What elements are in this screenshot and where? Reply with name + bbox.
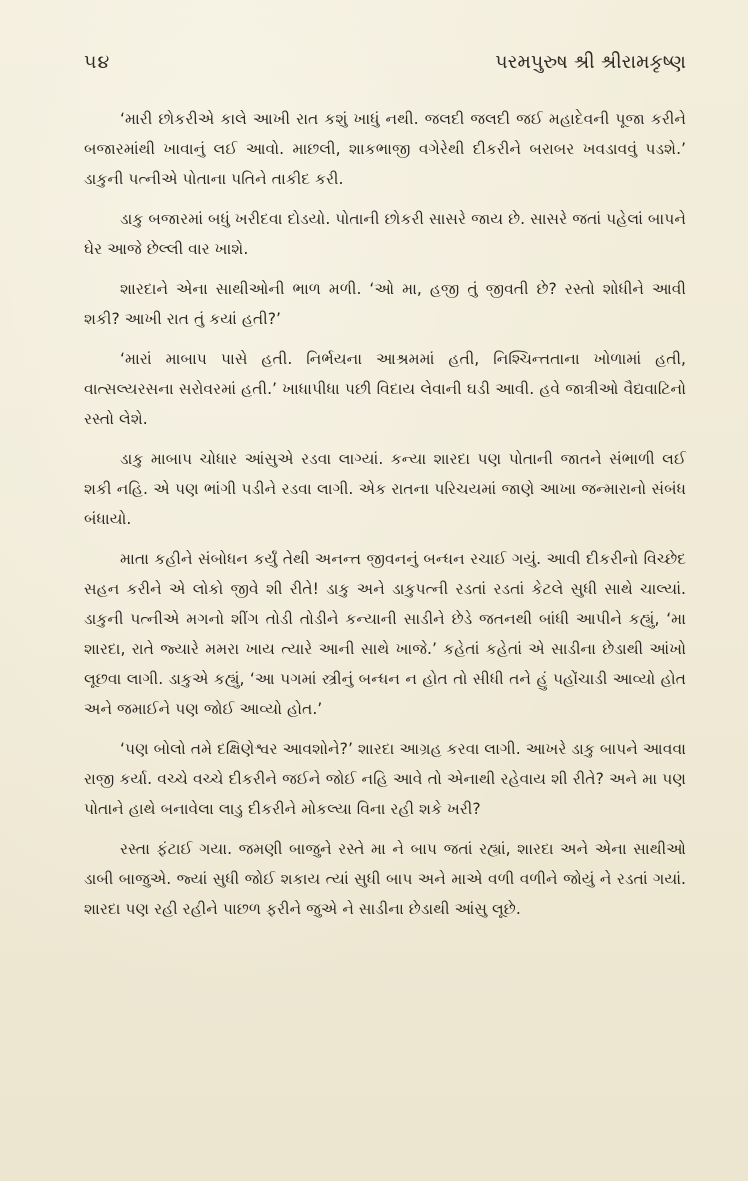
paragraph: શારદાને એના સાથીઓની ભાળ મળી. ‘ઓ મા, હજી તું જીવતી છે? રસ્તો શોધીને આવી શકી? આખી રાત તું કયાં હતી?’ [84, 280, 686, 328]
page-number: ૫૪ [84, 51, 111, 73]
paragraph: માતા કહીને સંબોધન કર્યું તેથી અનન્ત જીવનનું બન્ધન રચાઈ ગયું. આવી દીકરીનો વિચ્છેદ સહન કરીને એ લોકો જીવે શી રીતે! ડાકુ અને ડાકુપત્ની રડતાં રડતાં કેટલે સુધી સાથે ચાલ્યાં. ડાકુની પત્નીએ મગનો શીંગ તોડી તોડીને કન્યાની સાડીને છેડે જતનથી બાંધી આપીને કહ્યું, ‘મા શારદા, રાતે જ્યારે મમરા ખાય ત્યારે આની સાથે ખાજે.’ કહેતાં કહેતાં એ સાડીના છેડાથી આંખો લૂછવા લાગી. ડાકુએ કહ્યું, ‘આ પગમાં સ્ત્રીનું બન્ધન ન હોત તો સીધી તને હું પહોંચાડી આવ્યો હોત અને જમાઈને પણ જોઈ આવ્યો હોત.’ [84, 550, 686, 718]
running-header [84, 50, 686, 74]
body-text [84, 104, 686, 924]
paragraph: ડાકુ બજારમાં બધું ખરીદવા દોડયો. પોતાની છોકરી સાસરે જાય છે. સાસરે જતાં પહેલાં બાપને ઘેર આજે છેલ્લી વાર ખાશે. [84, 210, 686, 258]
paragraph: ‘મારી છોકરીએ કાલે આખી રાત કશું ખાધું નથી. જલદી જલદી જઈ મહાદેવની પૂજા કરીને બજારમાંથી ખાવાનું લઈ આવો. માછલી, શાકભાજી વગેરેથી દીકરીને બરાબર ખવડાવવું પડશે.’ ડાકુની પત્નીએ પોતાના પતિને તાકીદ કરી. [84, 110, 686, 188]
paragraph: ‘મારાં માબાપ પાસે હતી. નિર્ભયના આશ્રમમાં હતી, નિશ્ચિન્તતાના ખોળામાં હતી, વાત્સલ્યરસના સરોવરમાં હતી.’ ખાધાપીધા પછી વિદાય લેવાની ઘડી આવી. હવે જાત્રીઓ વૈદ્યવાટિનો રસ્તો લેશે. [84, 350, 686, 428]
paragraph: ‘પણ બોલો તમે દક્ષિણેશ્વર આવશોને?’ શારદા આગ્રહ કરવા લાગી. આખરે ડાકુ બાપને આવવા રાજી કર્યા. વચ્ચે વચ્ચે દીકરીને જઈને જોઈ નહિ આવે તો એનાથી રહેવાય શી રીતે? અને મા પણ પોતાને હાથે બનાવેલા લાડુ દીકરીને મોકલ્યા વિના રહી શકે ખરી? [84, 740, 686, 818]
paragraph: ડાકુ માબાપ ચોધાર આંસુએ રડવા લાગ્યાં. કન્યા શારદા પણ પોતાની જાતને સંભાળી લઈ શકી નહિ. એ પણ ભાંગી પડીને રડવા લાગી. એક રાતના પરિચયમાં જાણે આખા જન્મારાનો સંબંધ બંધાયો. [84, 450, 686, 528]
paragraph: રસ્તા ફંટાઈ ગયા. જમણી બાજુને રસ્તે મા ને બાપ જતાં રહ્યાં, શારદા અને એના સાથીઓ ડાબી બાજુએ. જ્યાં સુધી જોઈ શકાય ત્યાં સુધી બાપ અને માએ વળી વળીને જોયું ને રડતાં ગયાં. શારદા પણ રહી રહીને પાછળ ફરીને જુએ ને સાડીના છેડાથી આંસુ લૂછે. [84, 840, 686, 918]
book-title: પરમપુરુષ શ્રી શ્રીરામકૃષ્ણ [495, 51, 686, 73]
